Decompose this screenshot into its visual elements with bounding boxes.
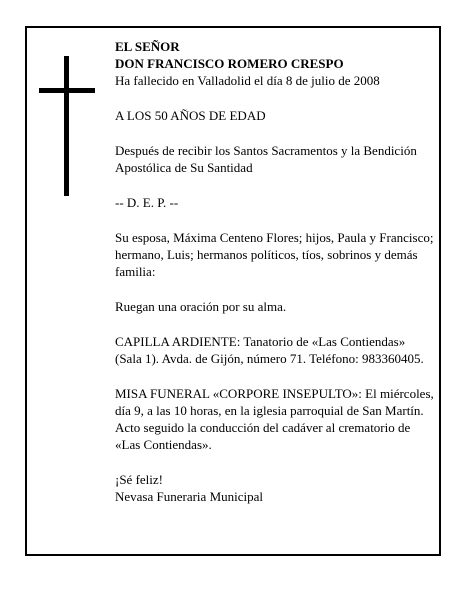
cross-icon-crossbar (39, 88, 95, 93)
header-title: EL SEÑOR (115, 39, 180, 54)
family-line: Su esposa, Máxima Centeno Flores; hijos, Paula y Francisco; hermano, Luis; hermanos políticos, tíos, sobrinos y demás familia: (115, 230, 434, 279)
sacraments-line: Después de recibir los Santos Sacramentos y la Bendición Apostólica de Su Santidad (115, 143, 417, 175)
age-line: A LOS 50 AÑOS DE EDAD (115, 108, 266, 123)
prayer-line: Ruegan una oración por su alma. (115, 299, 287, 314)
closing-line: ¡Sé feliz! (115, 472, 164, 487)
obituary-text (115, 38, 435, 505)
cross-icon (64, 56, 69, 196)
death-line: Ha fallecido en Valladolid el día 8 de julio de 2008 (115, 73, 380, 88)
deceased-name: DON FRANCISCO ROMERO CRESPO (115, 56, 344, 71)
chapel-line: CAPILLA ARDIENTE: Tanatorio de «Las Contiendas» (Sala 1). Avda. de Gijón, número 71. Teléfono: 983360405. (115, 334, 424, 366)
funeral-line: MISA FUNERAL «CORPORE INSEPULTO»: El miércoles, día 9, a las 10 horas, en la iglesia parroquial de San Martín. Acto seguido la conducción del cadáver al crematorio de «Las Contiendas». (115, 386, 434, 452)
rip-line: -- D. E. P. -- (115, 195, 179, 210)
funeral-home: Nevasa Funeraria Municipal (115, 489, 264, 504)
